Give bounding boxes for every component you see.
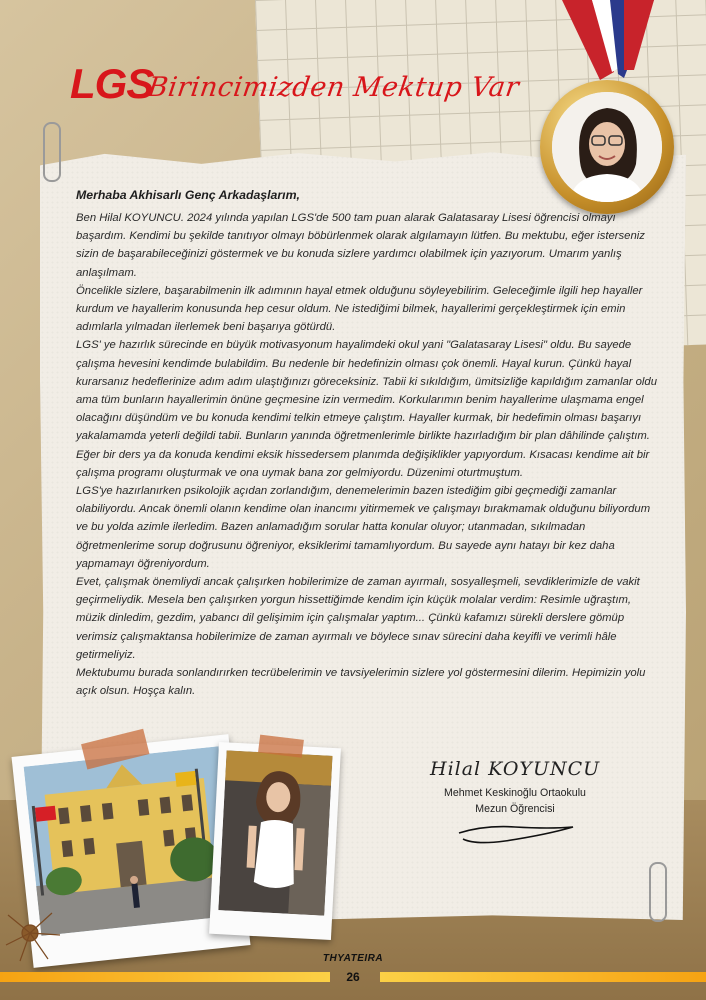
signature-school [430, 785, 600, 817]
letter-paragraph: Mektubumu burada sonlandırırken tecrübelerimin ve tavsiyelerimin sizlere yol göstermesini dilerim. Hepimizin yolu açık olsun. Hoşça kalın. [76, 667, 646, 698]
medal-frame [540, 80, 674, 214]
letter-greeting: Merhaba Akhisarlı Genç Arkadaşlarım, [76, 188, 300, 202]
portrait-photo-icon [552, 92, 662, 202]
student-portrait [552, 92, 662, 202]
paper-clip-icon [43, 122, 61, 182]
paper-clip-icon [649, 862, 667, 922]
student-photo [209, 742, 341, 940]
signature-name: Hilal KOYUNCU [430, 758, 601, 780]
letter-paragraph: Ben Hilal KOYUNCU. 2024 yılında yapılan LGS'de 500 tam puan alarak Galatasaray Lisesi öğrencisi olmayı başardım. Kendimi bu şekilde tanıtıyor olmayı böbürlenmek olarak algılamayın lütfen. Bu mektubu, eğer isterseniz sizin de başarabileceğinizi göstermek ve bu konuda sizlere yardımcı olabilmek için yazıyorum. Umarım yanlış anlaşılmam. [76, 212, 645, 279]
letter-paragraph: LGS' ye hazırlık sürecinde en büyük motivasyonum hayalimdeki okul yani "Galatasaray Lisesi" oldu. Bu sayede çalışma hevesini kendimde bulabildim. Bu nedenle bir hedefinizin olması çok önemli. Hayal kurun. Çünkü hayal kurarsanız hedeflerinize adım adım ulaştığınızı göreceksiniz. Tabii ki sıkıldığım, ümitsizliğe kapıldığım zamanlar oldu ama tüm bunların hayallerimin önüne geçmesine izin vermedim. Korkularımın benim hayallerime ulaşmama engel olacağını düşündüm ve bu konuda kendimi telkin etmeye çalıştım. Hayaller kurmak, bir hedefimin olması başarıyı yakalamamda yeterli değildi tabii. Bunların yanında öğretmenlerimle birlikte hazırladığım bir plan dâhilinde çalıştım. Eğer bir ders ya da konuda kendimi eksik hissedersem planımda değişiklikler yapıyordum. Kısacası kendime ait bir çalışma programı oluşturmak ve ona uymak bana zor gelmiyordu. Düzenimi oturtmuştum. [76, 339, 658, 479]
letter-paragraph: LGS'ye hazırlanırken psikolojik açıdan zorlandığım, denemelerimin bazen istediğim gibi geçmediği zamanlar olabiliyordu. Ancak önemli olanın kendime olan inancımı yitirmemek ve çalışmayı bırakmamak olduğunu biliyordum ve bu yolda azimle ilerledim. Bazen anlamadığım sorular hatta konular oluyor; utanmadan, sıkılmadan öğretmenlerime sorup doğrusunu öğreniyor, eksiklerimi tamamlıyordum. Bu sayede aynı hatayı bir kez daha yapmamayı öğreniyordum. [76, 485, 651, 570]
student-photo-icon [218, 750, 332, 915]
title-subtitle: Birincimizden Mektup Var [145, 72, 522, 103]
page-number: 26 [346, 970, 360, 984]
footer-brand: THYATEIRA [322, 953, 384, 964]
footer-bar-right [380, 972, 706, 982]
letter-body [76, 209, 658, 700]
handwritten-signature-icon [455, 815, 585, 855]
footer-bar-left [0, 972, 330, 982]
letter-paragraph: Öncelikle sizlere, başarabilmenin ilk adımının hayal etmek olduğunu söyleyebilirim. Geleceğimle ilgili hep hayaller kurdum ve hayallerim konusunda hep cesur oldum. Ne istediğimi bilmek, hayallerimi gerçekleştirmek için emin adımlarla yılmadan ilerlemek beni başarıya götürdü. [76, 284, 643, 334]
medal-ribbon-icon [562, 0, 654, 80]
title-lgs: LGS [70, 60, 154, 107]
school-name: Mehmet Keskinoğlu Ortaokulu [444, 787, 586, 799]
letter-paragraph: Evet, çalışmak önemliydi ancak çalışırken hobilerimize de zaman ayırmalı, sosyalleşmeli, sevdiklerimizle de vakit geçirmeliydik. Mesela ben çalışırken yorgun hissettiğimde kendim için küçük molalar verdim: Resimle uğraştım, müzik dinledim, gezdim, yabancı dil gelişimim için çalışmalar yaptım... Çünkü kafamızı sürekli derslere gömüp verimsiz çalışmaktansa hobilerimize de zaman ayırmalı ve böylece sınav sürecini daha keyifli ve verimli hâle getirmeliyiz. [76, 576, 640, 661]
dried-flower-icon [0, 895, 70, 965]
graduate-label: Mezun Öğrencisi [475, 803, 555, 815]
